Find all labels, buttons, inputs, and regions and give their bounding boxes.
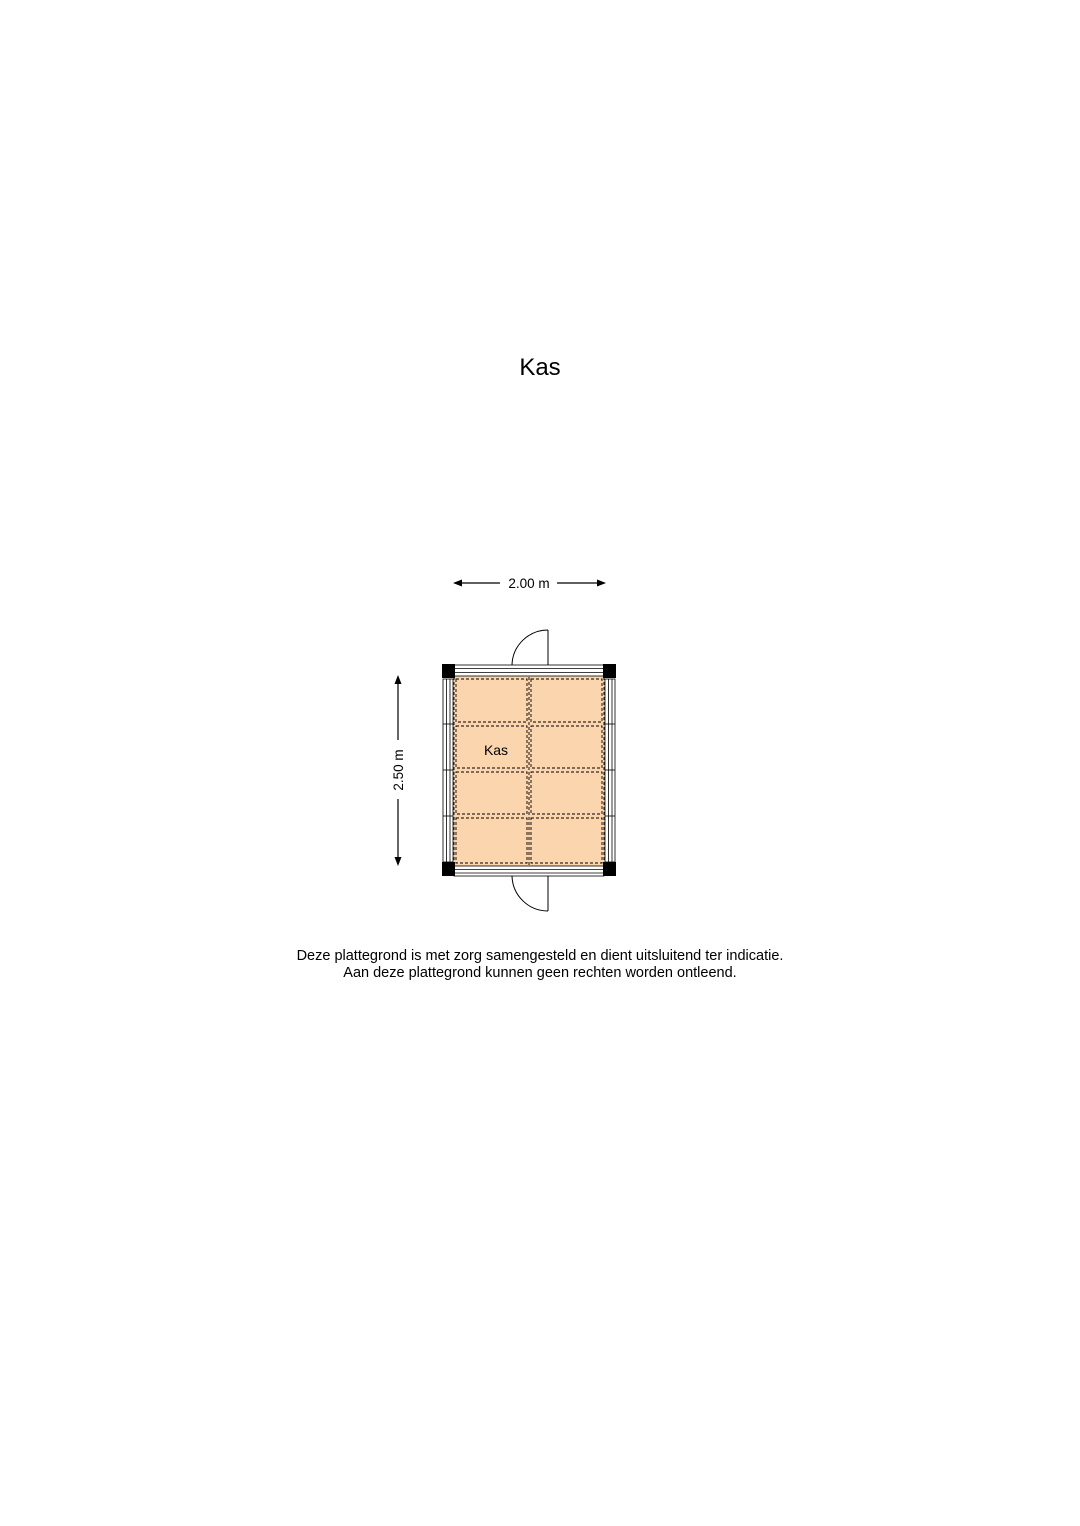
width-dimension (453, 576, 606, 591)
page-title: Kas (519, 354, 561, 381)
disclaimer-line-2: Aan deze plattegrond kunnen geen rechten worden ontleend. (343, 965, 737, 981)
disclaimer (0, 948, 1080, 982)
depth-dimension-label: 2.50 m (391, 749, 406, 791)
width-dimension-label: 2.00 m (508, 576, 550, 591)
wall-top (454, 665, 604, 676)
door-bottom (512, 876, 548, 911)
depth-dimension (391, 675, 406, 866)
wall-left (443, 679, 453, 862)
room-label: Kas (483, 742, 509, 758)
corner-post (603, 862, 616, 876)
disclaimer-line-1: Deze plattegrond is met zorg samengesteld en dient uitsluitend ter indicatie. (296, 948, 784, 964)
wall-bottom (454, 866, 604, 876)
corner-post (442, 664, 455, 678)
wall-right (605, 679, 615, 862)
corner-post (603, 664, 616, 678)
corner-post (442, 862, 455, 876)
door-top (512, 630, 548, 665)
